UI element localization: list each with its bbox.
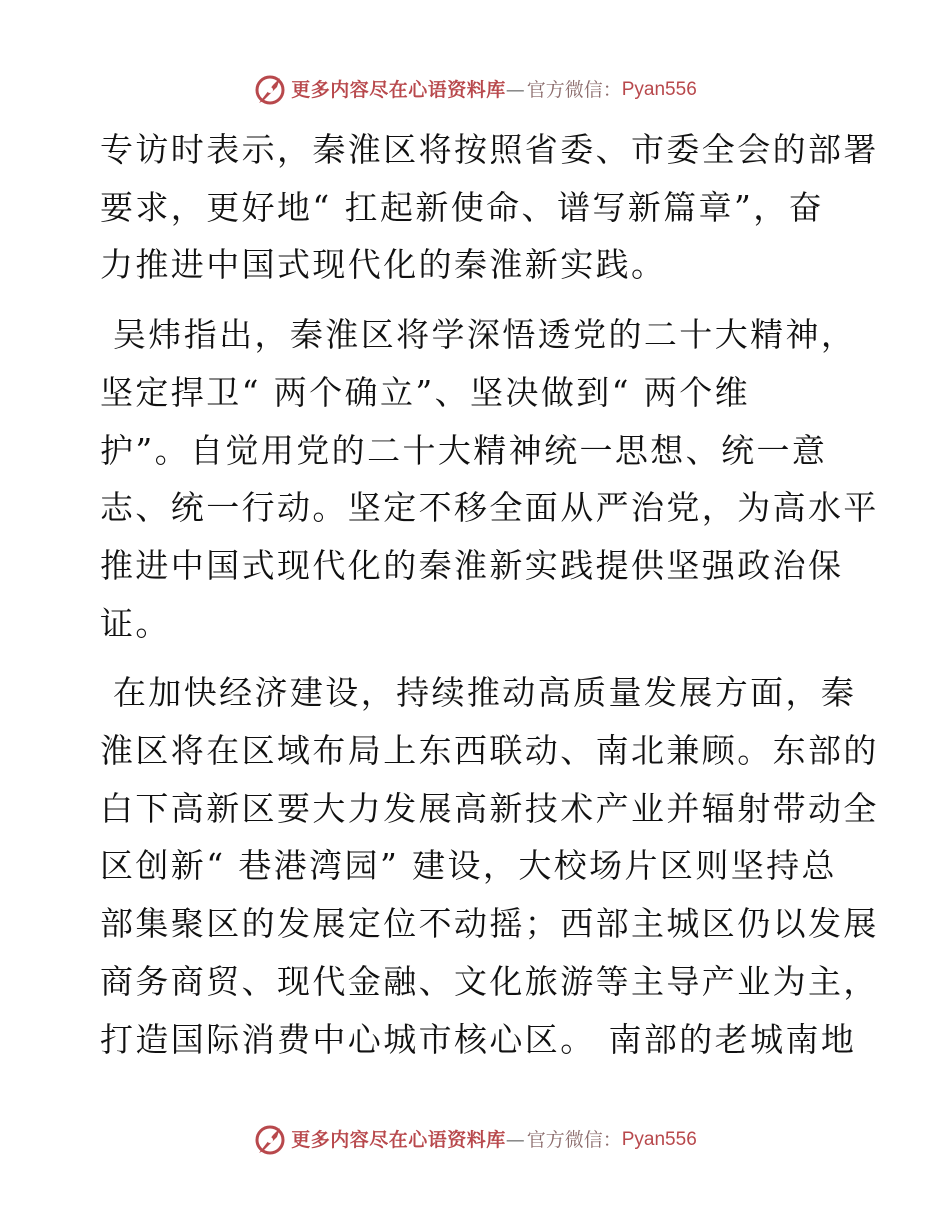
banner-wechat-label: 官方微信： [526,79,622,101]
paragraph-3 [100,664,879,1068]
banner-wechat-label: 官方微信： [526,1129,622,1151]
text-line: 推进中国式现代化的秦淮新实践提供坚强政治保 [100,545,844,585]
banner-main-text: 更多内容尽在心语资料库 [291,1129,506,1151]
paragraph-2 [100,306,879,652]
text-line: 在加快经济建设，持续推动高质量发展方面，秦 [100,673,857,713]
banner-dash: — [505,79,525,101]
text-line: 商务商贸、现代金融、文化旅游等主导产业为主， [100,961,879,1001]
document-body [100,121,879,1068]
banner-wechat-id: Pyan556 [621,1129,697,1150]
quill-pen-logo-icon [253,1123,287,1157]
text-line: 力推进中国式现代化的秦淮新实践。 [100,245,667,285]
text-line: 专访时表示，秦淮区将按照省委、市委全会的部署 [100,130,879,169]
text-line: 区创新“ 巷港湾园” 建设，大校场片区则坚持总 [100,846,837,886]
banner-wechat-id: Pyan556 [621,79,697,100]
quill-pen-logo-icon [253,73,287,107]
text-line: 部集聚区的发展定位不动摇；西部主城区仍以发展 [100,904,879,944]
header-banner [0,70,950,110]
text-line: 吴炜指出，秦淮区将学深悟透党的二十大精神， [100,315,857,355]
banner-main-text: 更多内容尽在心语资料库 [291,79,506,101]
text-line: 志、统一行动。坚定不移全面从严治党，为高水平 [100,488,879,528]
text-line: 白下高新区要大力发展高新技术产业并辐射带动全 [100,788,879,828]
paragraph-1 [100,121,879,294]
text-line: 淮区将在区域布局上东西联动、南北兼顾。东部的 [100,731,879,771]
text-line: 护”。自觉用党的二十大精神统一思想、统一意 [100,430,828,470]
text-line: 打造国际消费中心城市核心区。 南部的老城南地 [100,1019,857,1059]
text-line: 坚定捍卫“ 两个确立”、坚决做到“ 两个维 [100,372,750,412]
banner-dash: — [505,1129,525,1151]
footer-banner [0,1120,950,1160]
text-line: 证。 [100,603,171,643]
text-line: 要求，更好地“ 扛起新使命、谱写新篇章”，奋 [100,187,825,227]
